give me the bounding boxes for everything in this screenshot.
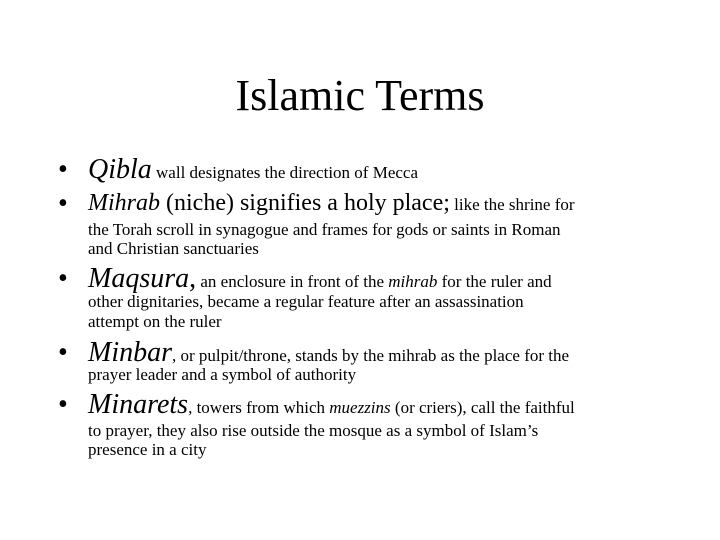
bullet-qibla — [58, 154, 688, 190]
continuation-line: prayer leader and a symbol of authority — [88, 365, 357, 384]
term-mihrab: Mihrab — [88, 190, 160, 216]
bullet-text: (niche) signifies a holy place; — [160, 190, 450, 216]
bullet-dot: • — [58, 188, 68, 219]
term-maqsura: Maqsura — [88, 263, 190, 294]
continuation-line: attempt on the ruler — [88, 312, 222, 331]
bullet-text-small: like the shrine for — [449, 195, 575, 214]
bullet-text: wall designates the direction of Mecca — [151, 163, 419, 182]
bullet-text: towers from which — [192, 398, 330, 417]
bullet-first-line — [88, 263, 552, 295]
continuation-line: other dignitaries, became a regular feature after an assassination — [88, 292, 524, 311]
bullet-first-line — [88, 154, 418, 186]
bullet-minbar — [58, 337, 688, 389]
emphasis-mihrab: mihrab — [388, 272, 438, 291]
bullet-text: or pulpit/throne, stands by the mihrab as the place for the — [176, 346, 570, 365]
continuation-line: and Christian sanctuaries — [88, 239, 259, 258]
bullet-first-line — [88, 190, 575, 217]
continuation-line: the Torah scroll in synagogue and frames for gods or saints in Roman — [88, 220, 561, 239]
bullet-first-line — [88, 389, 575, 421]
term-minbar: Minbar — [88, 337, 172, 368]
slide-title: Islamic Terms — [235, 71, 485, 120]
bullet-text: an enclosure in front of the — [196, 272, 389, 291]
bullet-minarets — [58, 389, 688, 461]
continuation-line: to prayer, they also rise outside the mosque as a symbol of Islam’s — [88, 421, 539, 440]
bullet-text: (or criers), call the faithful — [390, 398, 575, 417]
term-comma: , — [189, 263, 197, 294]
bullet-text: for the ruler and — [437, 272, 552, 291]
bullet-dot: • — [58, 154, 68, 185]
bullet-dot: • — [58, 337, 68, 368]
bullet-mihrab — [58, 188, 688, 260]
bullet-dot: • — [58, 389, 68, 420]
term-qibla: Qibla — [88, 154, 152, 185]
term-comma: , — [172, 346, 177, 365]
term-comma: , — [188, 398, 193, 417]
bullet-maqsura — [58, 263, 688, 335]
emphasis-muezzins: muezzins — [329, 398, 391, 417]
term-minarets: Minarets — [88, 389, 189, 420]
bullet-dot: • — [58, 263, 68, 294]
continuation-line: presence in a city — [88, 440, 207, 459]
